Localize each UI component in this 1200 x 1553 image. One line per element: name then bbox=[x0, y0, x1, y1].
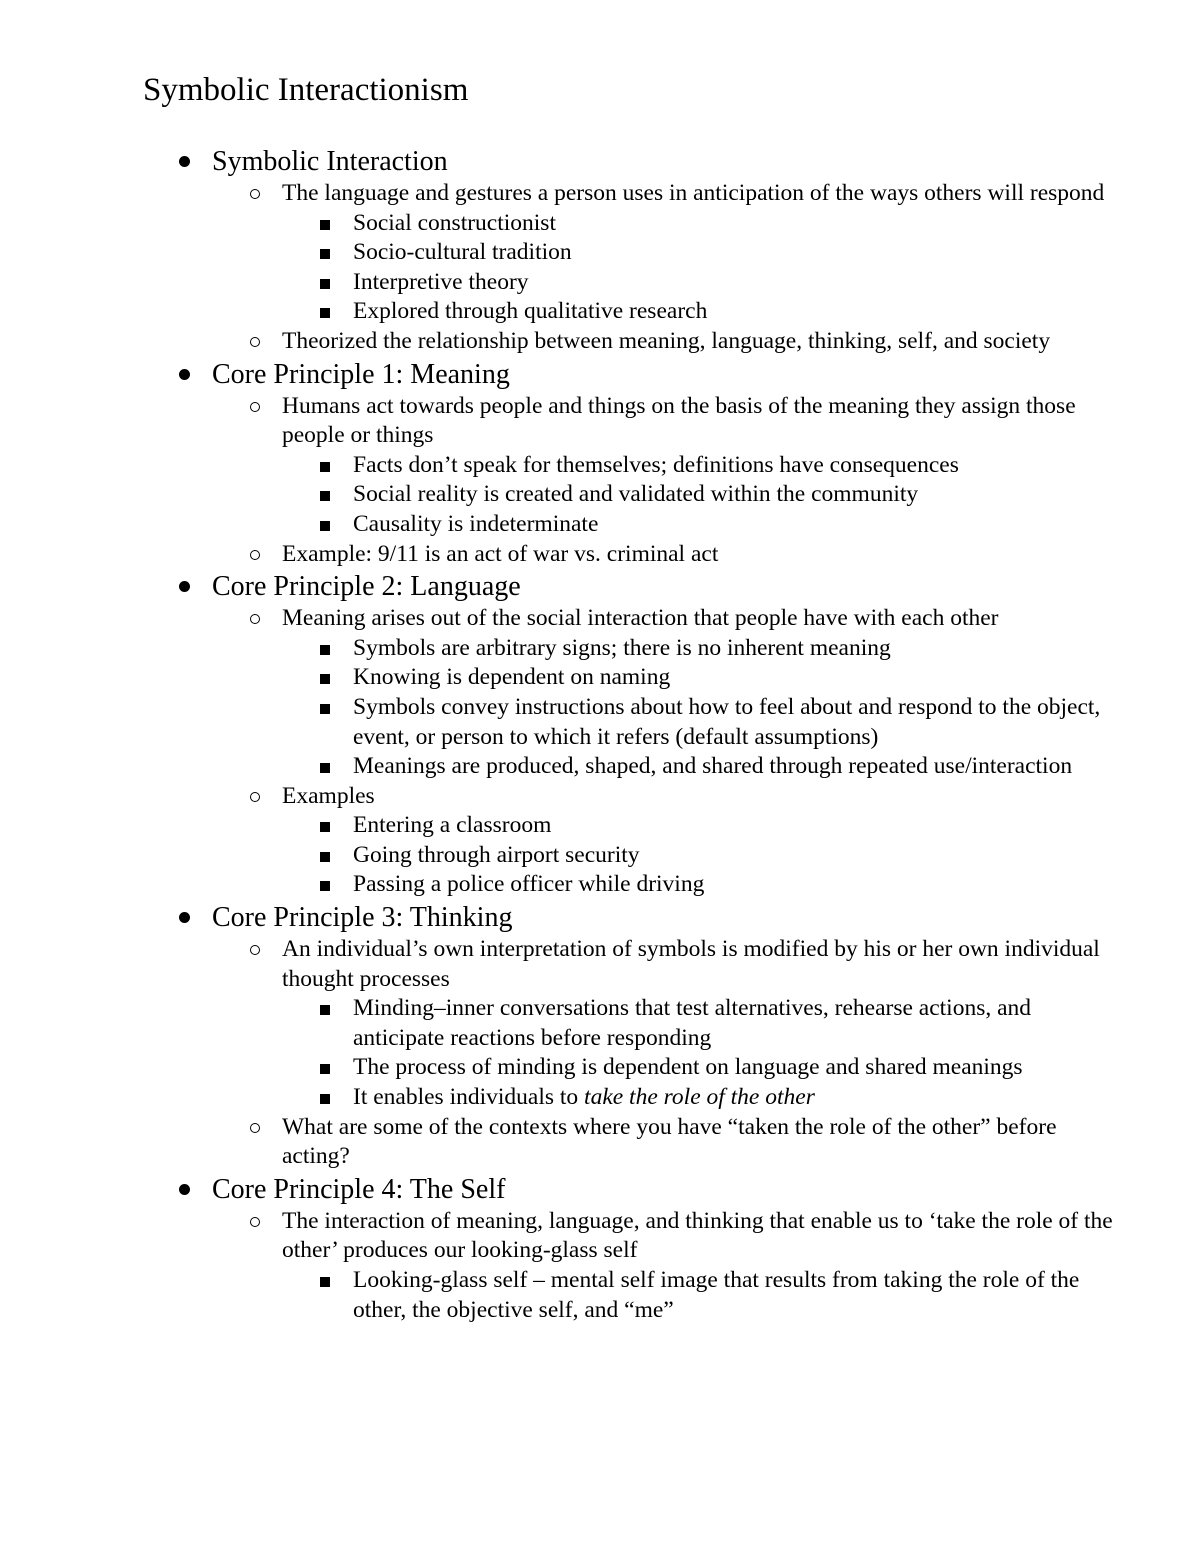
outline-item bbox=[282, 935, 1200, 1113]
subitem-italic-phrase: take the role of the other bbox=[584, 1084, 815, 1111]
square-bullet-icon bbox=[320, 1277, 330, 1287]
outline-subitem bbox=[353, 811, 1200, 841]
item-text: An individual’s own interpretation of symbols is modified by his or her own individual thought processes bbox=[282, 936, 1100, 992]
outline-section bbox=[0, 357, 1200, 570]
square-bullet-icon bbox=[320, 462, 330, 472]
subitem-text: Going through airport security bbox=[353, 841, 640, 868]
hollow-bullet-icon bbox=[250, 945, 260, 955]
subitem-text: Looking-glass self – mental self image that results from taking the role of the other, the objective self, and “me” bbox=[353, 1267, 1080, 1323]
outline-item bbox=[282, 782, 1200, 900]
square-bullet-icon bbox=[320, 822, 330, 832]
item-text: Theorized the relationship between meaning, language, thinking, self, and society bbox=[282, 327, 1051, 354]
subitem-text: Social constructionist bbox=[353, 209, 556, 236]
item-subitems bbox=[353, 209, 1200, 327]
subitem-prefix: It enables individuals to bbox=[353, 1084, 585, 1111]
square-bullet-icon bbox=[320, 220, 330, 230]
outline-subitem bbox=[353, 268, 1200, 298]
item-subitems bbox=[353, 634, 1200, 782]
outline bbox=[0, 144, 1200, 1325]
square-bullet-icon bbox=[320, 308, 330, 318]
filled-bullet-icon bbox=[179, 156, 190, 167]
subitem-text: Explored through qualitative research bbox=[353, 298, 708, 325]
item-text: The language and gestures a person uses in anticipation of the ways others will respond bbox=[282, 180, 1105, 206]
subitem-text: Symbols are arbitrary signs; there is no inherent meaning bbox=[353, 634, 891, 661]
subitem-text bbox=[353, 1083, 1113, 1113]
outline-subitem bbox=[353, 634, 1200, 664]
section-heading: Core Principle 2: Language bbox=[212, 571, 521, 603]
filled-bullet-icon bbox=[179, 1184, 190, 1195]
subitem-text: Passing a police officer while driving bbox=[353, 871, 705, 898]
outline-item bbox=[282, 540, 1200, 570]
section-heading: Symbolic Interaction bbox=[212, 146, 448, 177]
subitem-text: Knowing is dependent on naming bbox=[353, 664, 671, 691]
outline-subitem bbox=[353, 297, 1200, 327]
filled-bullet-icon bbox=[179, 912, 190, 923]
outline-section bbox=[0, 569, 1200, 900]
outline-item bbox=[282, 392, 1200, 540]
subitem-text: Facts don’t speak for themselves; definitions have consequences bbox=[353, 451, 959, 478]
section-items bbox=[282, 604, 1200, 900]
section-items bbox=[282, 935, 1200, 1172]
section-heading: Core Principle 3: Thinking bbox=[212, 902, 513, 934]
section-items bbox=[282, 392, 1200, 570]
subitem-text: Minding–inner conversations that test alternatives, rehearse actions, and anticipate reactions before responding bbox=[353, 995, 1032, 1051]
outline-list bbox=[0, 144, 1200, 1325]
item-subitems bbox=[353, 994, 1200, 1112]
item-text: The interaction of meaning, language, and thinking that enable us to ‘take the role of the other’ produces our looking-glass self bbox=[282, 1207, 1113, 1264]
square-bullet-icon bbox=[320, 491, 330, 501]
square-bullet-icon bbox=[320, 521, 330, 531]
outline-section bbox=[0, 900, 1200, 1172]
hollow-bullet-icon bbox=[250, 402, 260, 412]
square-bullet-icon bbox=[320, 1005, 330, 1015]
item-text: Example: 9/11 is an act of war vs. criminal act bbox=[282, 540, 719, 567]
outline-section bbox=[0, 144, 1200, 357]
outline-subitem bbox=[353, 693, 1200, 752]
item-subitems bbox=[353, 1266, 1200, 1325]
square-bullet-icon bbox=[320, 1094, 330, 1104]
hollow-bullet-icon bbox=[250, 792, 260, 802]
outline-item bbox=[282, 327, 1200, 357]
subitem-text: Meanings are produced, shaped, and shared through repeated use/interaction bbox=[353, 753, 1073, 780]
item-text: Humans act towards people and things on the basis of the meaning they assign those people or things bbox=[282, 392, 1076, 449]
outline-item bbox=[282, 1207, 1200, 1325]
outline-subitem bbox=[353, 451, 1200, 481]
hollow-bullet-icon bbox=[250, 1123, 260, 1133]
square-bullet-icon bbox=[320, 763, 330, 773]
outline-subitem bbox=[353, 870, 1200, 900]
hollow-bullet-icon bbox=[250, 550, 260, 560]
filled-bullet-icon bbox=[179, 369, 190, 380]
outline-subitem bbox=[353, 209, 1200, 239]
outline-item bbox=[282, 604, 1200, 782]
outline-item bbox=[282, 1113, 1200, 1172]
outline-section bbox=[0, 1172, 1200, 1325]
square-bullet-icon bbox=[320, 704, 330, 714]
item-subitems bbox=[353, 451, 1200, 540]
subitem-text: Social reality is created and validated within the community bbox=[353, 481, 919, 508]
square-bullet-icon bbox=[320, 645, 330, 655]
hollow-bullet-icon bbox=[250, 189, 260, 199]
outline-subitem bbox=[353, 1053, 1200, 1083]
square-bullet-icon bbox=[320, 249, 330, 259]
subitem-text: Symbols convey instructions about how to feel about and respond to the object, event, or person to which it refers (default assumptions) bbox=[353, 693, 1101, 750]
square-bullet-icon bbox=[320, 674, 330, 684]
subitem-text: Entering a classroom bbox=[353, 812, 552, 839]
hollow-bullet-icon bbox=[250, 614, 260, 624]
square-bullet-icon bbox=[320, 279, 330, 289]
outline-subitem bbox=[353, 1083, 1200, 1113]
outline-subitem bbox=[353, 480, 1200, 510]
hollow-bullet-icon bbox=[250, 1217, 260, 1227]
section-heading: Core Principle 1: Meaning bbox=[212, 358, 510, 390]
outline-subitem bbox=[353, 510, 1200, 540]
subitem-text: Socio-cultural tradition bbox=[353, 239, 572, 266]
subitem-text: Interpretive theory bbox=[353, 268, 529, 295]
item-text: Examples bbox=[282, 782, 375, 809]
section-items bbox=[282, 179, 1200, 357]
item-text: Meaning arises out of the social interaction that people have with each other bbox=[282, 605, 999, 632]
item-subitems bbox=[353, 811, 1200, 900]
section-items bbox=[282, 1207, 1200, 1325]
outline-subitem bbox=[353, 663, 1200, 693]
item-text: What are some of the contexts where you have “taken the role of the other” before acting? bbox=[282, 1113, 1057, 1170]
outline-subitem bbox=[353, 994, 1200, 1053]
subitem-text: Causality is indeterminate bbox=[353, 510, 599, 537]
outline-subitem bbox=[353, 752, 1200, 782]
outline-item bbox=[282, 179, 1200, 327]
outline-subitem bbox=[353, 1266, 1200, 1325]
hollow-bullet-icon bbox=[250, 337, 260, 347]
square-bullet-icon bbox=[320, 1064, 330, 1074]
outline-subitem bbox=[353, 841, 1200, 871]
outline-subitem bbox=[353, 238, 1200, 268]
filled-bullet-icon bbox=[179, 581, 190, 592]
document-title: Symbolic Interactionism bbox=[143, 72, 469, 108]
subitem-text: The process of minding is dependent on language and shared meanings bbox=[353, 1054, 1023, 1081]
section-heading: Core Principle 4: The Self bbox=[212, 1173, 506, 1205]
square-bullet-icon bbox=[320, 881, 330, 891]
square-bullet-icon bbox=[320, 852, 330, 862]
